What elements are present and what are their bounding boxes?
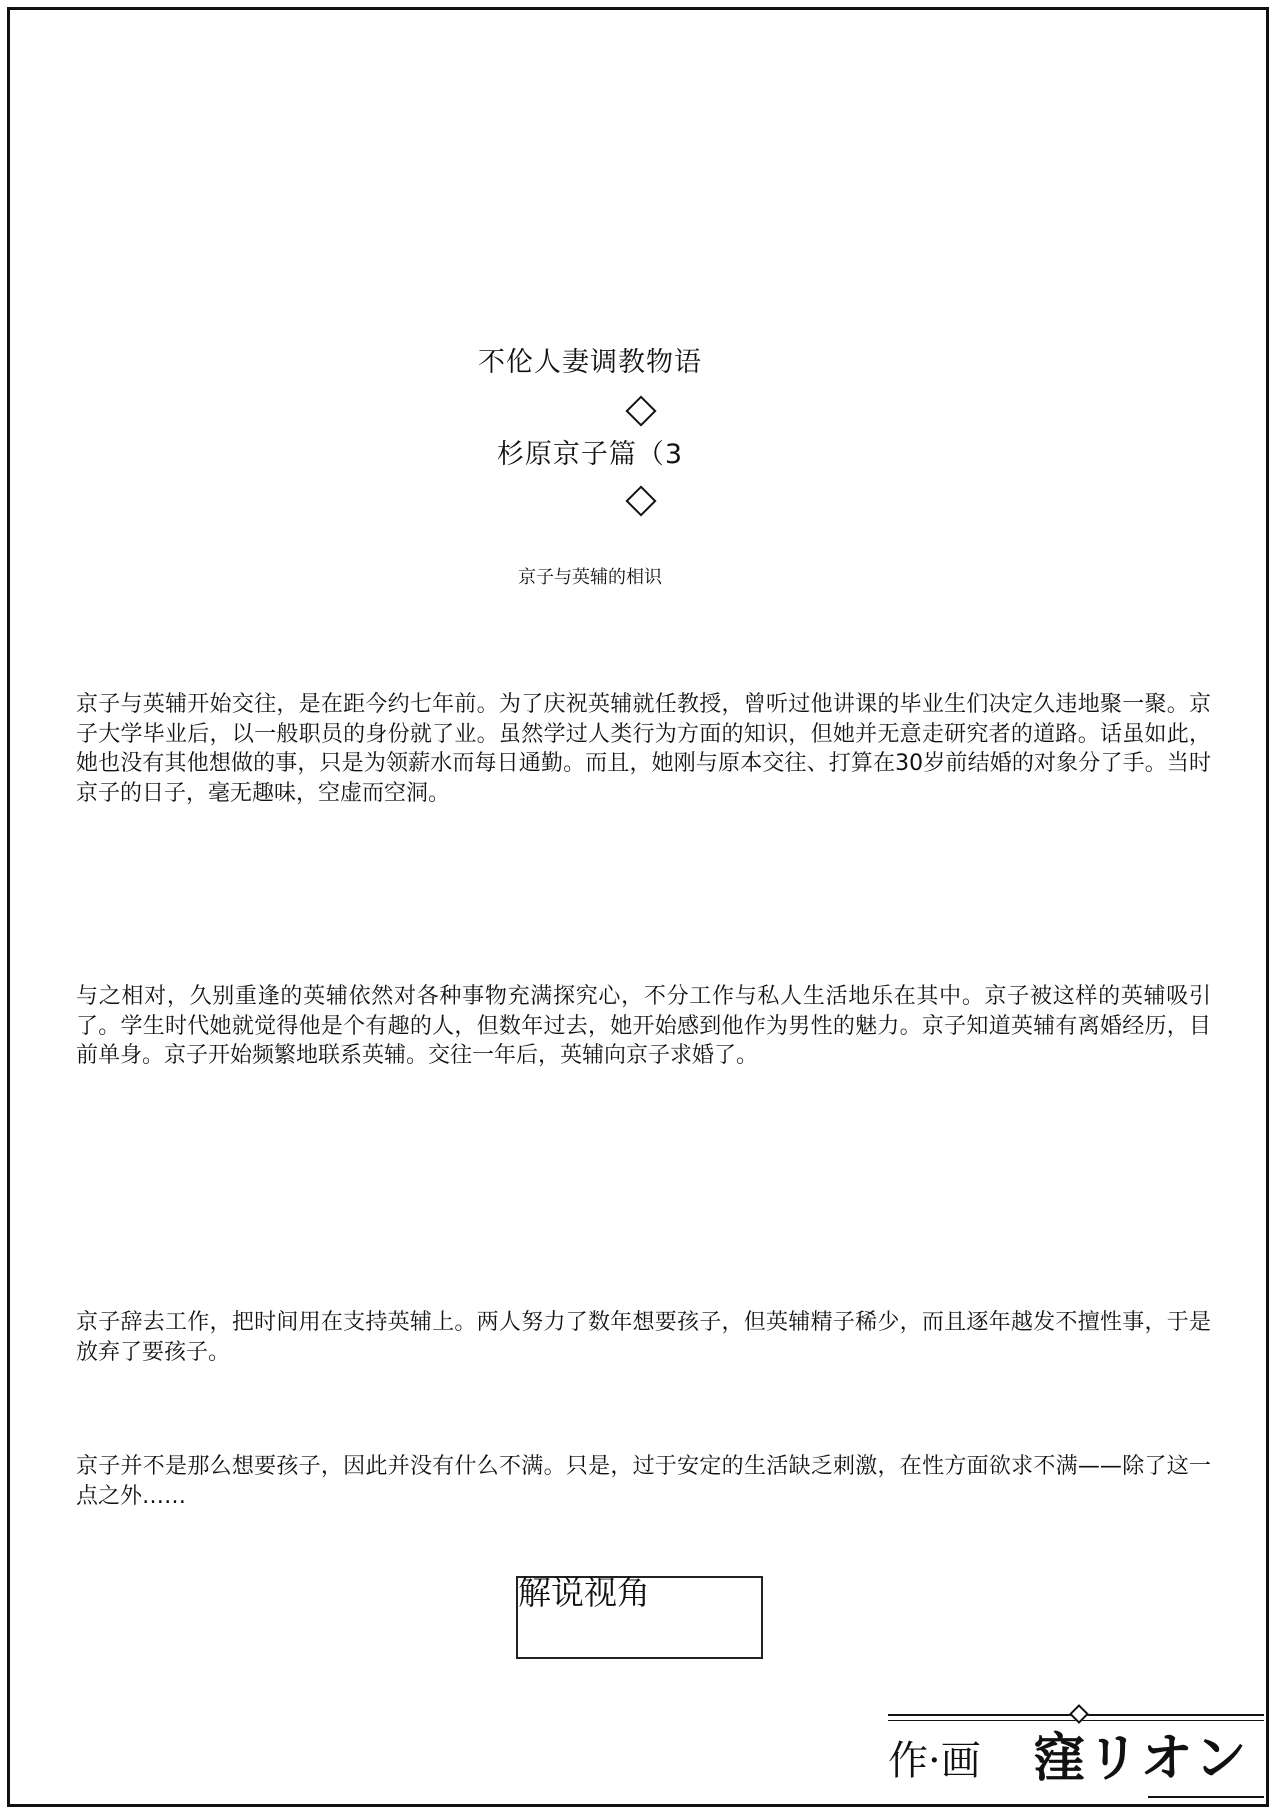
story-subtitle: 杉原京子篇（3 <box>496 439 684 470</box>
credit-role: 作·画 <box>888 1738 981 1784</box>
page-border <box>7 7 1269 1807</box>
paragraph-4: 京子并不是那么想要孩子，因此并没有什么不满。只是，过于安定的生活缺乏刺激，在性方面欲求不满——除了这一点之外…… <box>76 1454 1211 1509</box>
chapter-heading: 京子与英辅的相识 <box>518 567 662 588</box>
paragraph-3: 京子辞去工作，把时间用在支持英辅上。两人努力了数年想要孩子，但英辅精子稀少，而且逐年越发不擅性事，于是放弃了要孩子。 <box>76 1310 1211 1365</box>
paragraph-1: 京子与英辅开始交往，是在距今约七年前。为了庆祝英辅就任教授，曾听过他讲课的毕业生们决定久违地聚一聚。京子大学毕业后，以一般职员的身份就了业。虽然学过人类行为方面的知识，但她并无意走研究者的道路。话虽如此，她也没有其他想做的事，只是为领薪水而每日通勤。而且，她刚与原本交往、打算在30岁前结婚的对象分了手。当时京子的日子，毫无趣味，空虚而空洞。 <box>76 692 1211 806</box>
credit-artist-name: 窪リオン <box>1033 1728 1249 1789</box>
story-title: 不伦人妻调教物语 <box>478 347 702 378</box>
paragraph-2: 与之相对，久别重逢的英辅依然对各种事物充满探究心，不分工作与私人生活地乐在其中。京子被这样的英辅吸引了。学生时代她就觉得他是个有趣的人，但数年过去，她开始感到他作为男性的魅力。京子知道英辅有离婚经历，目前单身。京子开始频繁地联系英辅。交往一年后，英辅向京子求婚了。 <box>76 984 1211 1068</box>
credit-rule-bottom <box>1148 1796 1264 1798</box>
artist-credit <box>888 1714 1264 1806</box>
commentary-box <box>516 1573 763 1659</box>
commentary-label: 解说视角 <box>518 1573 650 1612</box>
